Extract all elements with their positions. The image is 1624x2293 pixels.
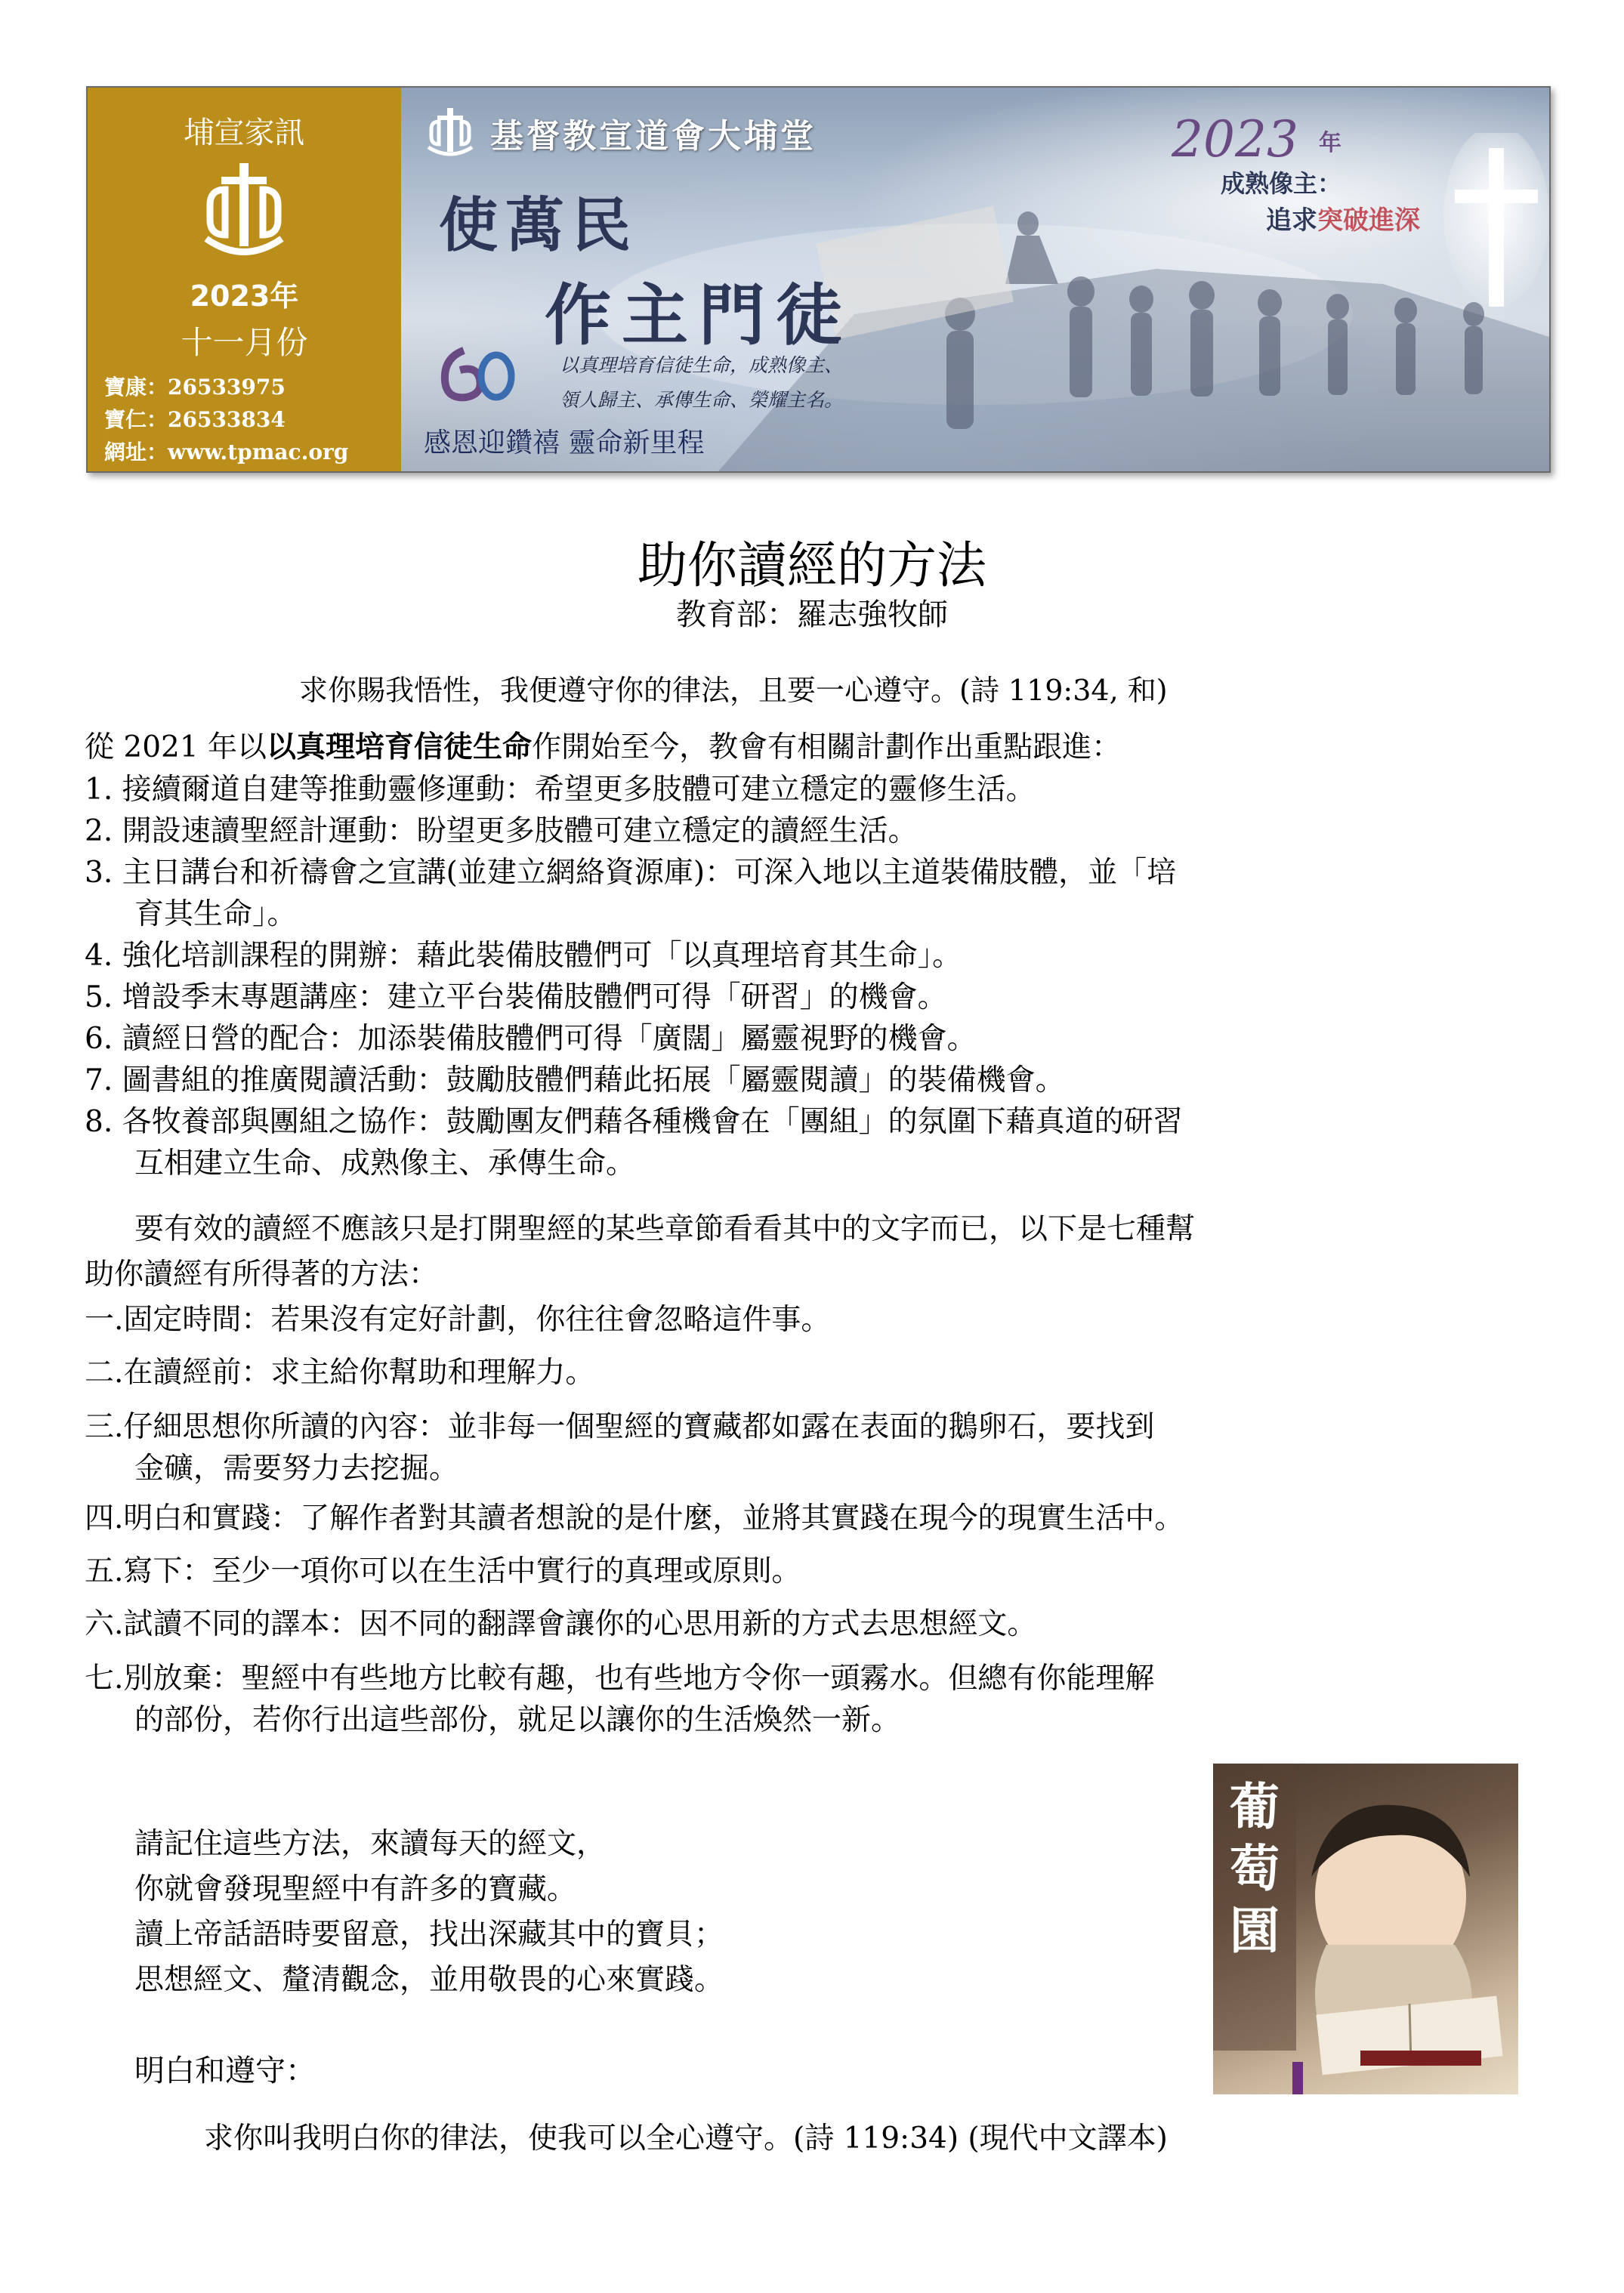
theme-line-2-prefix: 追求 — [1266, 205, 1317, 236]
newsletter-name: 埔宣家訊 — [184, 116, 305, 150]
list-item-text: 固定時間：若果沒有定好計劃，你往往會忽略這件事。 — [123, 1303, 831, 1337]
list-number: 5. — [85, 980, 113, 1014]
intro-suffix: 作開始至今，教會有相關計劃作出重點跟進： — [532, 730, 1122, 764]
banner-artwork — [401, 88, 1549, 471]
list-item — [85, 977, 1565, 1018]
book-title-vertical: 葡萄園 — [1230, 1777, 1280, 1960]
mission-statement — [560, 348, 843, 418]
slogan-line-1: 使萬民 — [439, 191, 639, 260]
article-title: 助你讀經的方法 — [638, 536, 986, 594]
newsletter-banner — [86, 86, 1551, 473]
banner-left-panel — [88, 88, 401, 471]
glowing-cross-icon — [1443, 133, 1549, 314]
list-item — [85, 1299, 1565, 1341]
list-number: 四. — [85, 1501, 124, 1535]
list-item — [85, 1101, 1565, 1184]
theme-line-2 — [1266, 199, 1420, 236]
issue-year: 2023年 — [190, 279, 299, 313]
understand-label: 明白和遵守： — [134, 2054, 316, 2088]
list-item-head: 開設速讀聖經計 — [122, 814, 329, 848]
list-item-text: ：建立平台裝備肢體們可得「研習」的機會。 — [357, 980, 947, 1014]
list-item-text: 寫下：至少一項你可以在生活中實行的真理或原則。 — [123, 1554, 801, 1588]
lead-paragraph-line-2: 助你讀經有所得著的方法： — [85, 1258, 439, 1292]
list-item — [85, 1603, 1565, 1645]
church-logo-icon — [199, 163, 289, 261]
sixtieth-anniversary-icon — [437, 343, 520, 403]
list-item — [85, 1658, 1565, 1741]
list-number: 一. — [85, 1303, 124, 1337]
church-name: 基督教宣道會大埔堂 — [490, 117, 817, 156]
list-item-text: 的配合：加添裝備肢體們可得「廣闊」屬靈視野的機會。 — [239, 1022, 977, 1056]
list-item-continuation: 育其生命」。 — [134, 897, 297, 931]
list-item — [85, 810, 1565, 852]
mission-line-2: 領人歸主、承傳生命、榮耀主名。 — [560, 389, 844, 411]
theme-year: 2023 — [1172, 110, 1298, 168]
article-author: 教育部：羅志強牧師 — [676, 597, 948, 632]
contact-phone-2: 寶仁：26533834 — [104, 407, 286, 432]
intro-emphasis: 以真理培育信徒生命 — [267, 730, 533, 764]
child-reading-bible-photo — [1213, 1764, 1518, 2094]
list-item-head: 圖書組 — [122, 1063, 211, 1097]
list-item — [85, 935, 1565, 977]
poem-line: 讀上帝話語時要留意，找出深藏其中的寶貝； — [134, 1918, 724, 1952]
list-item-text: 試讀不同的譯本：因不同的翻譯會讓你的心思用新的方式去思想經文。 — [123, 1607, 1037, 1641]
list-number: 6. — [85, 1022, 113, 1056]
list-item — [85, 1498, 1565, 1539]
list-item-text: 之協作：鼓勵團友們藉各種機會在「團組」的氛圍下藉真道的研習 — [328, 1105, 1183, 1139]
opening-verse: 求你賜我悟性，我便遵守你的律法，且要一心遵守。(詩 119:34, 和) — [299, 674, 1168, 707]
list-number: 3. — [85, 856, 113, 890]
list-item-head: 讀經日營 — [122, 1022, 240, 1056]
list-number: 二. — [85, 1356, 124, 1390]
list-item-text: 的推廣閱讀活動：鼓勵肢體們藉此拓展「屬靈閱讀」的裝備機會。 — [210, 1063, 1065, 1097]
list-item-head: 各牧養部與團組 — [122, 1105, 329, 1139]
contact-phone-1: 寶康：26533975 — [104, 375, 286, 400]
list-number: 五. — [85, 1554, 124, 1588]
list-item-text: 運動：盼望更多肢體可建立穩定的讀經生活。 — [328, 814, 918, 848]
poem-line: 思想經文、釐清觀念，並用敬畏的心來實踐。 — [134, 1963, 724, 1997]
lead-paragraph — [85, 1207, 1195, 1298]
lead-paragraph-line-1: 要有效的讀經不應該只是打開聖經的某些章節看看其中的文字而已，以下是七種幫 — [134, 1212, 1196, 1246]
list-item-head: 增設季末專題講座 — [122, 980, 358, 1014]
slogan-line-2: 作主門徒 — [545, 276, 854, 354]
list-number: 六. — [85, 1607, 124, 1641]
list-item-continuation: 的部份，若你行出這些部份，就足以讓你的生活煥然一新。 — [134, 1703, 901, 1737]
issue-month: 十一月份 — [181, 324, 308, 361]
mission-line-1: 以真理培育信徒生命，成熟像主、 — [560, 354, 844, 376]
list-item — [85, 1060, 1565, 1101]
poem-line: 你就會發現聖經中有許多的寶藏。 — [134, 1872, 577, 1906]
church-emblem-icon — [424, 106, 477, 159]
list-item-continuation: 互相建立生命、成熟像主、承傳生命。 — [134, 1146, 636, 1180]
reminder-poem — [134, 1822, 724, 2003]
list-item-continuation: 金礦，需要努力去挖掘。 — [134, 1452, 459, 1486]
list-item-text: 之宣講(並建立網絡資源庫)：可深入地以主道裝備肢體，並「培 — [357, 856, 1177, 890]
photo-illustration — [1213, 1764, 1518, 2094]
poem-line: 請記住這些方法，來讀每天的經文， — [134, 1827, 607, 1861]
list-item-text: 等推動靈修運動：希望更多肢體可建立穩定的靈修生活。 — [298, 773, 1036, 807]
contact-website: 網址：www.tpmac.org — [104, 440, 349, 464]
closing-verse: 求你叫我明白你的律法，使我可以全心遵守。(詩 119:34) (現代中文譯本) — [204, 2122, 1168, 2156]
list-item — [85, 852, 1565, 935]
list-item-head: 主日講台和祈禱會 — [122, 856, 358, 890]
list-item — [85, 769, 1565, 810]
intro-line — [85, 724, 1121, 766]
list-item-text: 別放棄：聖經中有些地方比較有趣，也有些地方令你一頭霧水。但總有你能理解 — [123, 1662, 1155, 1696]
list-item — [85, 1551, 1565, 1592]
list-number: 7. — [85, 1063, 113, 1097]
list-item-head: 接續爾道自建 — [122, 773, 299, 807]
list-item — [85, 1352, 1565, 1393]
list-item-head: 強化培訓課程 — [122, 939, 299, 973]
list-number: 8. — [85, 1105, 113, 1139]
list-number: 三. — [85, 1410, 124, 1444]
list-number: 4. — [85, 939, 113, 973]
anniversary-tagline: 感恩迎鑽禧 靈命新里程 — [424, 427, 705, 458]
list-item-text: 仔細思想你所讀的內容：並非每一個聖經的寶藏都如露在表面的鵝卵石，要找到 — [123, 1410, 1155, 1444]
list-item-text: 明白和實踐：了解作者對其讀者想說的是什麼，並將其實踐在現今的現實生活中。 — [123, 1501, 1184, 1535]
list-number: 1. — [85, 773, 113, 807]
list-item — [85, 1406, 1565, 1489]
list-item — [85, 1018, 1565, 1060]
list-number: 七. — [85, 1662, 124, 1696]
intro-prefix: 從 2021 年以 — [85, 730, 267, 764]
list-item-text: 的開辦：藉此裝備肢體們可「以真理培育其生命」。 — [298, 939, 962, 973]
contact-block — [104, 371, 348, 468]
theme-line-1: 成熟像主： — [1221, 169, 1342, 198]
theme-year-suffix: 年 — [1319, 130, 1341, 156]
theme-line-2-highlight: 突破進深 — [1317, 205, 1420, 236]
list-item-text: 在讀經前：求主給你幫助和理解力。 — [123, 1356, 595, 1390]
list-number: 2. — [85, 814, 113, 848]
